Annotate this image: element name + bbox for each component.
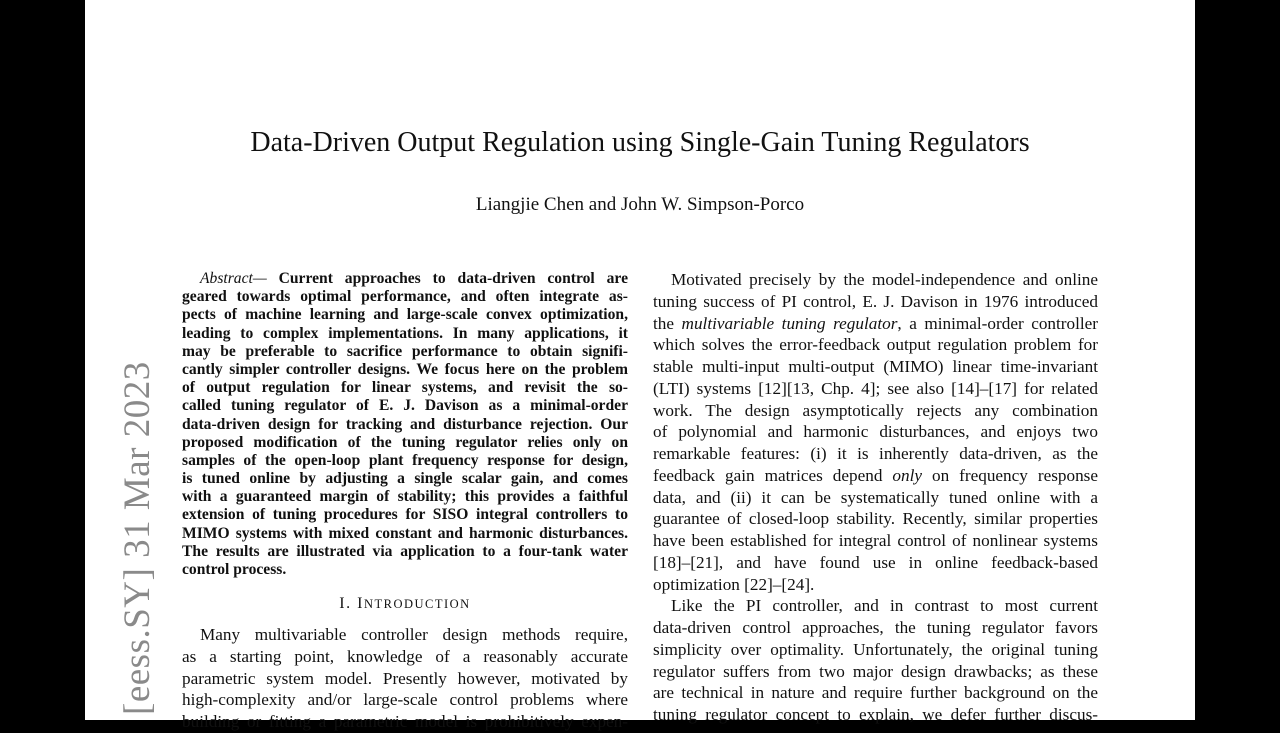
text: is tuned online by adjusting a single scalar gain, and comes xyxy=(182,470,628,488)
text: tuning regulator concept to explain, we defer further discus- xyxy=(653,705,1098,724)
text: of output regulation for linear systems, and revisit the so- xyxy=(182,379,628,397)
text-line xyxy=(182,689,628,711)
text: optimization [22]–[24]. xyxy=(653,574,815,594)
text: extension of tuning procedures for SISO integral controllers to xyxy=(182,506,628,524)
text-line xyxy=(182,452,628,470)
section-heading-introduction xyxy=(182,595,628,613)
text: have been established for integral control of nonlinear systems xyxy=(653,531,1098,550)
text-line xyxy=(653,574,1098,596)
text: with a guaranteed margin of stability; this provides a faithful xyxy=(182,488,628,506)
text: Motivated precisely by the model-independence and online xyxy=(671,270,1098,289)
abstract xyxy=(182,270,628,579)
text-line xyxy=(182,434,628,452)
text: remarkable features: (i) it is inherently data-driven, as the xyxy=(653,444,1098,463)
text-line xyxy=(653,639,1098,661)
paper-page xyxy=(85,0,1195,731)
text-line xyxy=(653,400,1098,422)
text: data-driven design for tracking and disturbance rejection. Our xyxy=(182,415,628,433)
section-number: I. xyxy=(339,595,358,612)
text-line xyxy=(182,470,628,488)
text: data-driven control approaches, the tuning regulator favors xyxy=(653,618,1098,637)
text-line xyxy=(653,291,1098,313)
text: stable multi-input multi-output (MIMO) linear time-invariant xyxy=(653,357,1098,376)
text: samples of the open-loop plant frequency response for design, xyxy=(182,451,628,469)
text: high-complexity and/or large-scale control problems where xyxy=(182,690,628,710)
text-line xyxy=(182,525,628,543)
text-line xyxy=(182,506,628,524)
arxiv-stamp: [eess.SY] 31 Mar 2023 xyxy=(117,361,158,715)
text-line xyxy=(182,543,628,561)
text: , a minimal-order controller xyxy=(897,313,1098,333)
text: geared towards optimal performance, and often integrate as- xyxy=(182,288,628,306)
text: work. The design asymptotically rejects any combination xyxy=(653,400,1098,420)
text-line xyxy=(182,306,628,324)
text-line xyxy=(182,343,628,361)
text-line xyxy=(182,711,628,733)
text: simplicity over optimality. Unfortunately, the original tuning xyxy=(653,639,1098,659)
text: feedback gain matrices depend xyxy=(653,465,893,485)
paper-title: Data-Driven Output Regulation using Single-Gain Tuning Regulators xyxy=(250,127,1030,158)
text: control process. xyxy=(182,561,287,578)
text: regulator suffers from two major design drawbacks; as these xyxy=(653,661,1098,681)
text-line xyxy=(653,661,1098,683)
text: (LTI) systems [12][13, Chp. 4]; see also [14]–[17] for related xyxy=(653,378,1098,398)
text-line xyxy=(653,421,1098,443)
text: called tuning regulator of E. J. Davison as a minimal-order xyxy=(182,397,628,415)
text: of polynomial and harmonic disturbances, and enjoys two xyxy=(653,422,1098,442)
text-line xyxy=(653,378,1098,400)
text: building or fitting a parametric model is prohibitively expen- xyxy=(182,712,628,731)
italic-text: multivariable tuning regulator xyxy=(681,313,898,333)
text-line xyxy=(653,443,1098,465)
text-line xyxy=(653,682,1098,704)
text-line xyxy=(653,487,1098,509)
text-line xyxy=(653,552,1098,574)
section-title-initial: I xyxy=(357,595,364,612)
text-line xyxy=(182,379,628,397)
text-line xyxy=(653,704,1098,726)
text: Many multivariable controller design methods require, xyxy=(200,625,628,644)
text: tuning success of PI control, E. J. Davison in 1976 introduced xyxy=(653,291,1098,311)
text: which solves the error-feedback output regulation problem for xyxy=(653,335,1098,355)
italic-text: only xyxy=(892,465,922,485)
text: cantly simpler controller designs. We focus here on the problem xyxy=(182,360,628,378)
text: parametric system model. Presently however, motivated by xyxy=(182,668,628,688)
text-line xyxy=(182,488,628,506)
text-line xyxy=(182,668,628,690)
text: guarantee of closed-loop stability. Recently, similar properties xyxy=(653,509,1098,529)
text-line xyxy=(653,465,1098,487)
text: are technical in nature and require further background on the xyxy=(653,683,1098,703)
text: leading to complex implementations. In many applications, it xyxy=(182,324,628,342)
text-line xyxy=(182,325,628,343)
text: The results are illustrated via application to a four-tank water xyxy=(182,542,628,560)
text-line xyxy=(182,624,628,646)
text-line xyxy=(182,561,628,579)
text: on frequency response xyxy=(922,465,1098,485)
text-line xyxy=(182,397,628,415)
text-line xyxy=(653,595,1098,617)
text: MIMO systems with mixed constant and harmonic disturbances. xyxy=(182,524,628,542)
text-line xyxy=(653,269,1098,291)
text: proposed modification of the tuning regulator relies only on xyxy=(182,433,628,451)
text-line xyxy=(182,270,628,288)
text: pects of machine learning and large-scale convex optimization, xyxy=(182,306,628,324)
section-title-rest: NTRODUCTION xyxy=(363,597,471,611)
introduction-text xyxy=(182,624,628,733)
text-line xyxy=(653,313,1098,335)
text: the xyxy=(653,313,682,333)
text-line xyxy=(182,288,628,306)
text: may be preferable to sacrifice performance to obtain signifi- xyxy=(182,342,628,360)
text-line xyxy=(182,361,628,379)
text: as a starting point, knowledge of a reasonably accurate xyxy=(182,646,628,666)
text-line xyxy=(182,416,628,434)
text-line xyxy=(182,646,628,668)
text-line xyxy=(653,334,1098,356)
italic-text: Abstract— xyxy=(200,270,279,287)
text: Like the PI controller, and in contrast to most current xyxy=(671,596,1098,616)
text-line xyxy=(653,617,1098,639)
paper-authors: Liangjie Chen and John W. Simpson-Porco xyxy=(475,194,805,215)
text: [18]–[21], and have found use in online feedback-based xyxy=(653,552,1098,572)
text-line xyxy=(653,508,1098,530)
text-line xyxy=(653,530,1098,552)
right-column-text xyxy=(653,269,1098,726)
text: data, and (ii) it can be systematically tuned online with a xyxy=(653,487,1098,507)
text-line xyxy=(653,356,1098,378)
text: Current approaches to data-driven control are xyxy=(278,270,628,287)
